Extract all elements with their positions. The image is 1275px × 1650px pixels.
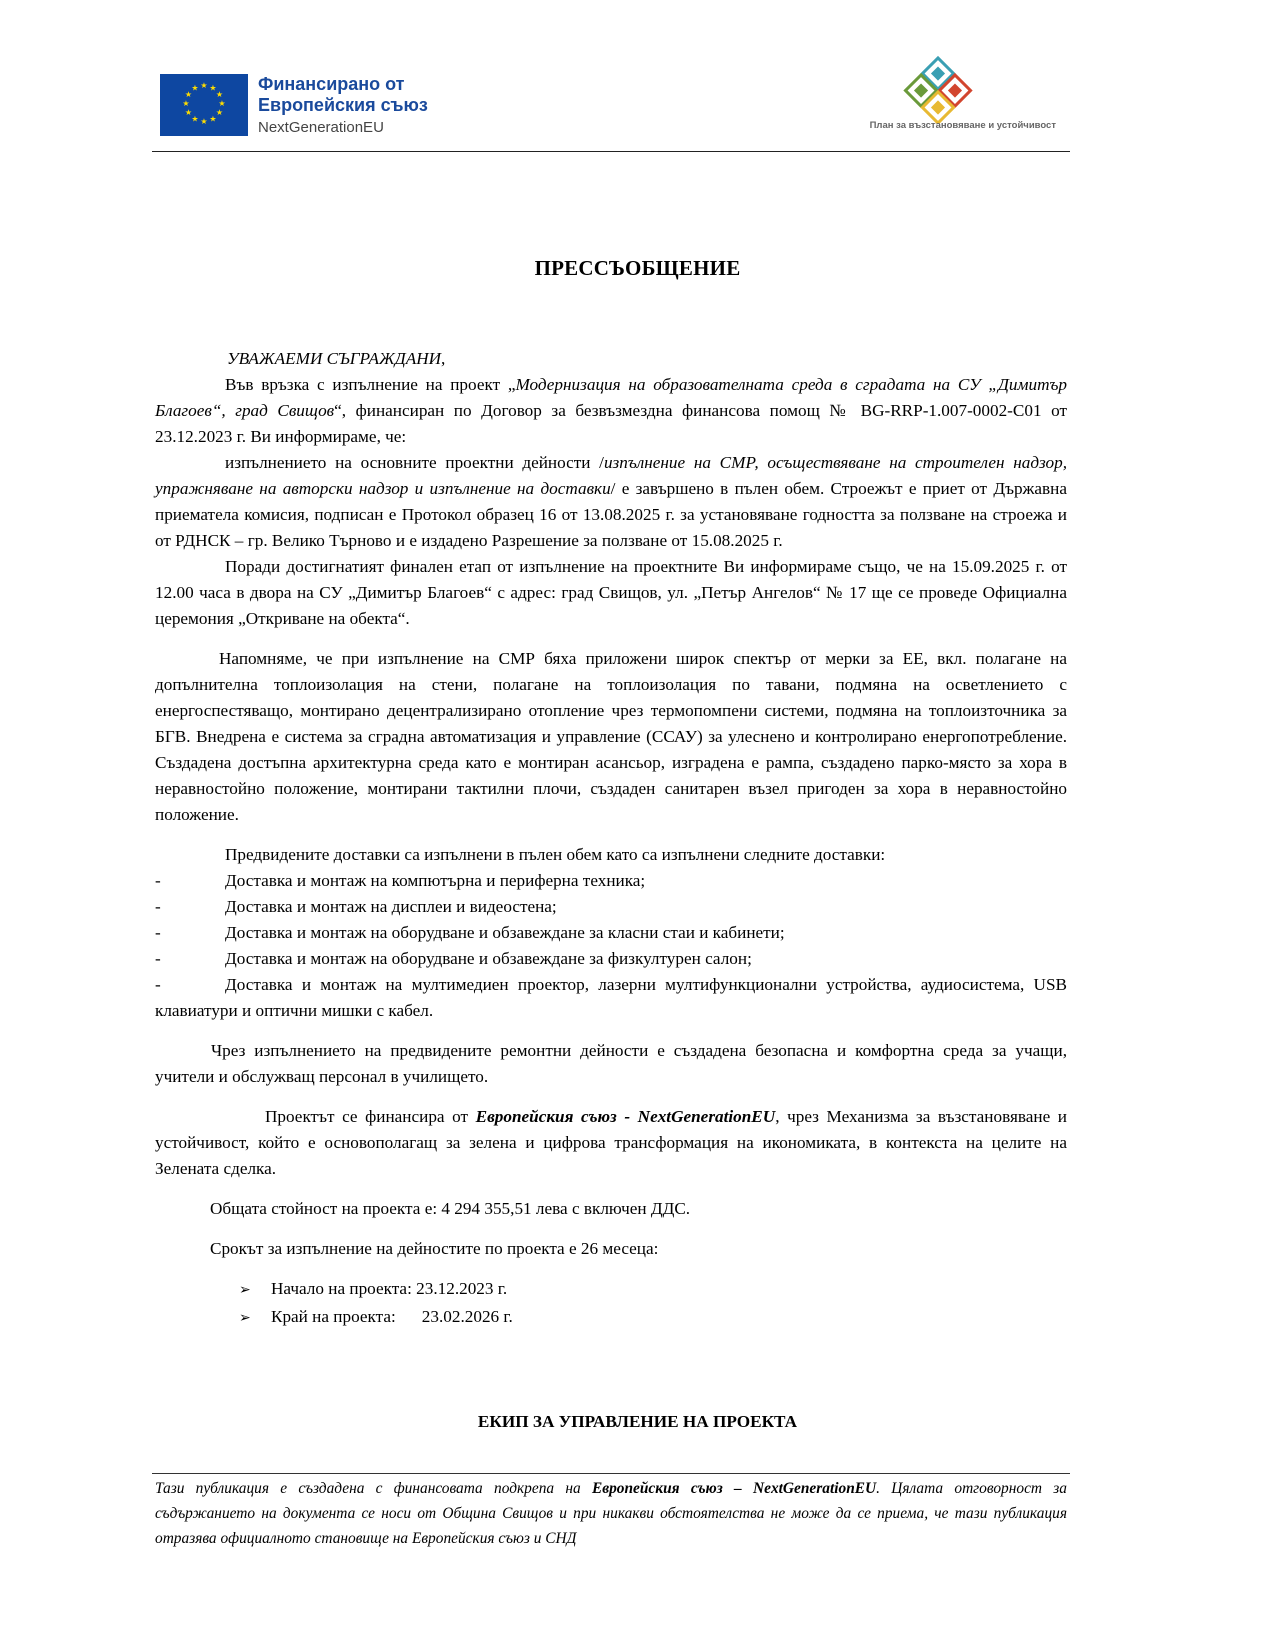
svg-text:★: ★ (215, 108, 224, 117)
end-date-value: 23.02.2026 г. (421, 1307, 513, 1326)
paragraph-safe-environment: Чрез изпълнението на предвидените ремонтни дейности е създадена безопасна и комфортна среда за учащи, учители и обслужващ персонал в училището. (155, 1041, 1067, 1086)
svg-text:★: ★ (218, 99, 226, 108)
greeting: УВАЖАЕМИ СЪГРАЖДАНИ, (227, 349, 446, 368)
project-dates (155, 1276, 1067, 1332)
end-date-label: Край на проекта: (271, 1307, 396, 1326)
svg-text:★: ★ (184, 90, 193, 99)
svg-text:★: ★ (209, 114, 217, 124)
recovery-plan-logo (810, 54, 1070, 144)
deliveries-list (155, 868, 1067, 1024)
document-body (155, 346, 1067, 1332)
svg-text:★: ★ (191, 83, 199, 93)
svg-text:★: ★ (209, 83, 217, 93)
footer-divider (152, 1473, 1070, 1474)
eu-logo-line1: Финансирано от (258, 74, 405, 94)
eu-logo-line2: Европейския съюз (258, 95, 428, 115)
deliveries-intro: Предвидените доставки са изпълнени в пълен обем като са изпълнени следните доставки: (225, 845, 886, 864)
project-duration: Срокът за изпълнение на дейностите по проекта е 26 месеца: (210, 1239, 659, 1258)
eu-funding-logo (160, 74, 428, 138)
funder-name: Европейския съюз - NextGenerationEU (475, 1107, 776, 1126)
header-divider (152, 151, 1070, 152)
eu-flag-icon (160, 74, 248, 136)
list-item (239, 1276, 1067, 1304)
svg-text:★: ★ (200, 81, 208, 90)
list-item (239, 1304, 1067, 1332)
start-date-label: Начало на проекта: (271, 1279, 412, 1298)
activities-list: изпълнение на СМР, осъществяване на строителен надзор, упражняване на авторски надзор и изпълнение на доставки (155, 453, 1067, 498)
arrow-bullet-icon: ➢ (239, 1283, 251, 1298)
svg-text:★: ★ (184, 108, 193, 117)
list-item: - Доставка и монтаж на оборудване и обзавеждане за класни стаи и кабинети; (155, 923, 785, 942)
total-value: Общата стойност на проекта е: 4 294 355,51 лева с включен ДДС. (210, 1199, 691, 1218)
paragraph-intro: Във връзка с изпълнение на проект „Модернизация на образователната среда в сградата на СУ „Димитър Благоев“, град Свищов“, финансиран по Договор за безвъзмездна финансова помощ № BG-RRP-1.007-0002-C01 от 23.12.2023 г. Ви информираме, че: (155, 375, 1067, 446)
eu-logo-line3: NextGenerationEU (258, 119, 384, 136)
list-item: - Доставка и монтаж на мултимедиен проектор, лазерни мултифункционални устройства, аудиосистема, USB клавиатури и оптични мишки с кабел. (155, 975, 1067, 1020)
svg-text:★: ★ (182, 99, 190, 108)
paragraph-ceremony: Поради достигнатият финален етап от изпълнение на проектните Ви информираме също, че на 15.09.2025 г. от 12.00 часа в двора на СУ „Димитър Благоев“ с адрес: град Свищов, ул. „Петър Ангелов“ № 17 ще се проведе Официална церемония „Откриване на обекта“. (155, 557, 1067, 628)
paragraph-funding: Проектът се финансира от Европейския съюз - NextGenerationEU, чрез Механизма за възстановяване и устойчивост, който е основополагащ за зелена и цифрова трансформация на икономиката, в контекста на целите на Зелената сделка. (155, 1107, 1068, 1178)
footer-disclaimer: Тази публикация е създадена с финансовата подкрепа на Европейския съюз – NextGenerationEU. Цялата отговорност за съдържанието на документа се носи от Община Свищов и при никакви обстоятелства не може да се приема, че тази публикация отразява официалното становище на Европейския съюз и СНД (155, 1480, 1067, 1547)
svg-text:★: ★ (191, 114, 199, 124)
arrow-bullet-icon: ➢ (239, 1311, 251, 1326)
svg-text:★: ★ (215, 90, 224, 99)
list-item: - Доставка и монтаж на оборудване и обзавеждане за физкултурен салон; (155, 949, 752, 968)
start-date-value: 23.12.2023 г. (416, 1279, 508, 1298)
project-name: Модернизация на образователната среда в сградата на СУ „Димитър Благоев“, град Свищов (155, 375, 1067, 420)
page-title: ПРЕССЪОБЩЕНИЕ (534, 256, 741, 280)
list-item: - Доставка и монтаж на дисплеи и видеостена; (155, 897, 557, 916)
page-header (152, 60, 1070, 152)
recovery-plan-ornament-icon (890, 54, 986, 124)
paragraph-measures: Напомняме, че при изпълнение на СМР бяха приложени широк спектър от мерки за ЕЕ, вкл. полагане на допълнителна топлоизолация на стени, полагане на топлоизолация по тавани, подмяна на осветлението с енергоспестяващо, монтирано децентрализирано отопление чрез термопомпени системи, подмяна на топлоизточника за БГВ. Внедрена е система за сградна автоматизация и управление (ССАУ) за улеснено и контролирано енергопотребление. Създадена достъпна архитектурна среда като е монтиран асансьор, изградена е рампа, създадено парко-място за хора в неравностойно положение, монтирани тактилни плочи, създаден санитарен възел пригоден за хора в неравностойно положение. (155, 649, 1067, 824)
list-item: - Доставка и монтаж на компютърна и периферна техника; (155, 871, 646, 890)
svg-text:★: ★ (200, 117, 208, 126)
team-signature: ЕКИП ЗА УПРАВЛЕНИЕ НА ПРОЕКТА (477, 1412, 798, 1431)
recovery-plan-caption: План за възстановяване и устойчивост (869, 120, 1056, 131)
paragraph-completion: изпълнението на основните проектни дейности /изпълнение на СМР, осъществяване на строителен надзор, упражняване на авторски надзор и изпълнение на доставки/ е завършено в пълен обем. Строежът е приет от Държавна приематела комисия, подписан е Протокол образец 16 от 13.08.2025 г. за установяване годността за ползване на строежа и от РДНСК – гр. Велико Търново и е издадено Разрешение за ползване от 15.08.2025 г. (155, 453, 1067, 550)
